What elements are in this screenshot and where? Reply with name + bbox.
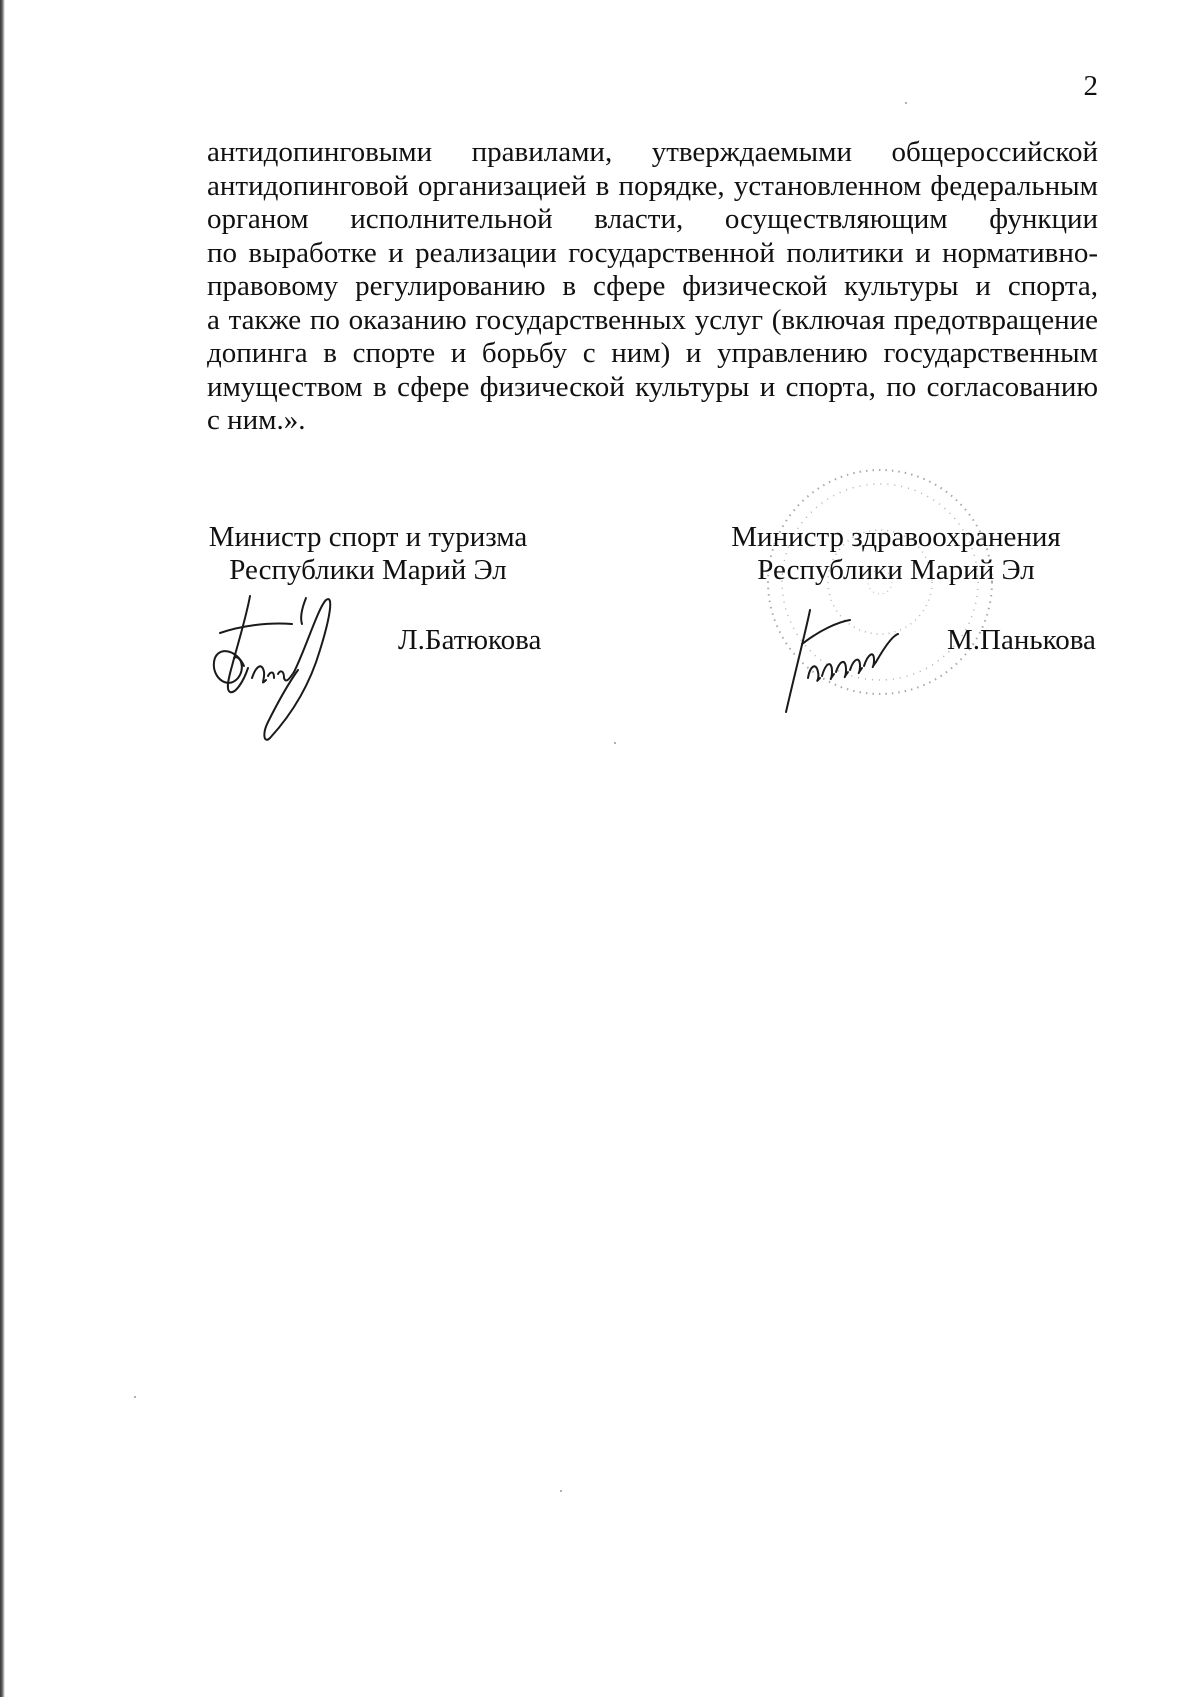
signatory-title-left xyxy=(200,521,536,587)
signatory-title-right xyxy=(730,521,1062,587)
scan-edge xyxy=(0,0,5,1697)
handwritten-signature-left xyxy=(210,588,360,748)
scan-speck xyxy=(905,102,907,104)
signatory-title-line2: Республики Марий Эл xyxy=(229,554,507,586)
scan-speck xyxy=(560,1490,562,1492)
page-number: 2 xyxy=(1083,70,1098,102)
signatory-title-line2: Республики Марий Эл xyxy=(757,554,1035,586)
signatory-name-right: М.Панькова xyxy=(947,624,1096,656)
body-line: антидопинговыми правилами, утверждаемыми общероссийской xyxy=(207,136,1098,168)
body-line: допинга в спорте и борьбу с ним) и управлению государственным xyxy=(207,337,1098,369)
handwritten-signature-right xyxy=(780,600,930,715)
signatory-title-line1: Министр спорт и туризма xyxy=(208,521,528,553)
body-line: имуществом в сфере физической культуры и спорта, по согласованию xyxy=(207,370,1098,403)
body-line: а также по оказанию государственных услуг (включая предотвращение xyxy=(207,303,1098,336)
body-paragraph xyxy=(207,136,1098,438)
body-line: антидопинговой организацией в порядке, установленном федеральным xyxy=(207,169,1098,202)
scan-speck xyxy=(614,742,616,744)
body-line: правовому регулированию в сфере физической культуры и спорта, xyxy=(207,270,1098,302)
body-line: по выработке и реализации государственной политики и нормативно- xyxy=(207,236,1098,269)
body-line: с ним.». xyxy=(207,404,306,436)
signatory-name-left: Л.Батюкова xyxy=(398,624,542,656)
scan-speck xyxy=(134,1396,136,1398)
signatory-title-line1: Министр здравоохранения xyxy=(731,521,1061,553)
body-line: органом исполнительной власти, осуществляющим функции xyxy=(207,203,1098,235)
